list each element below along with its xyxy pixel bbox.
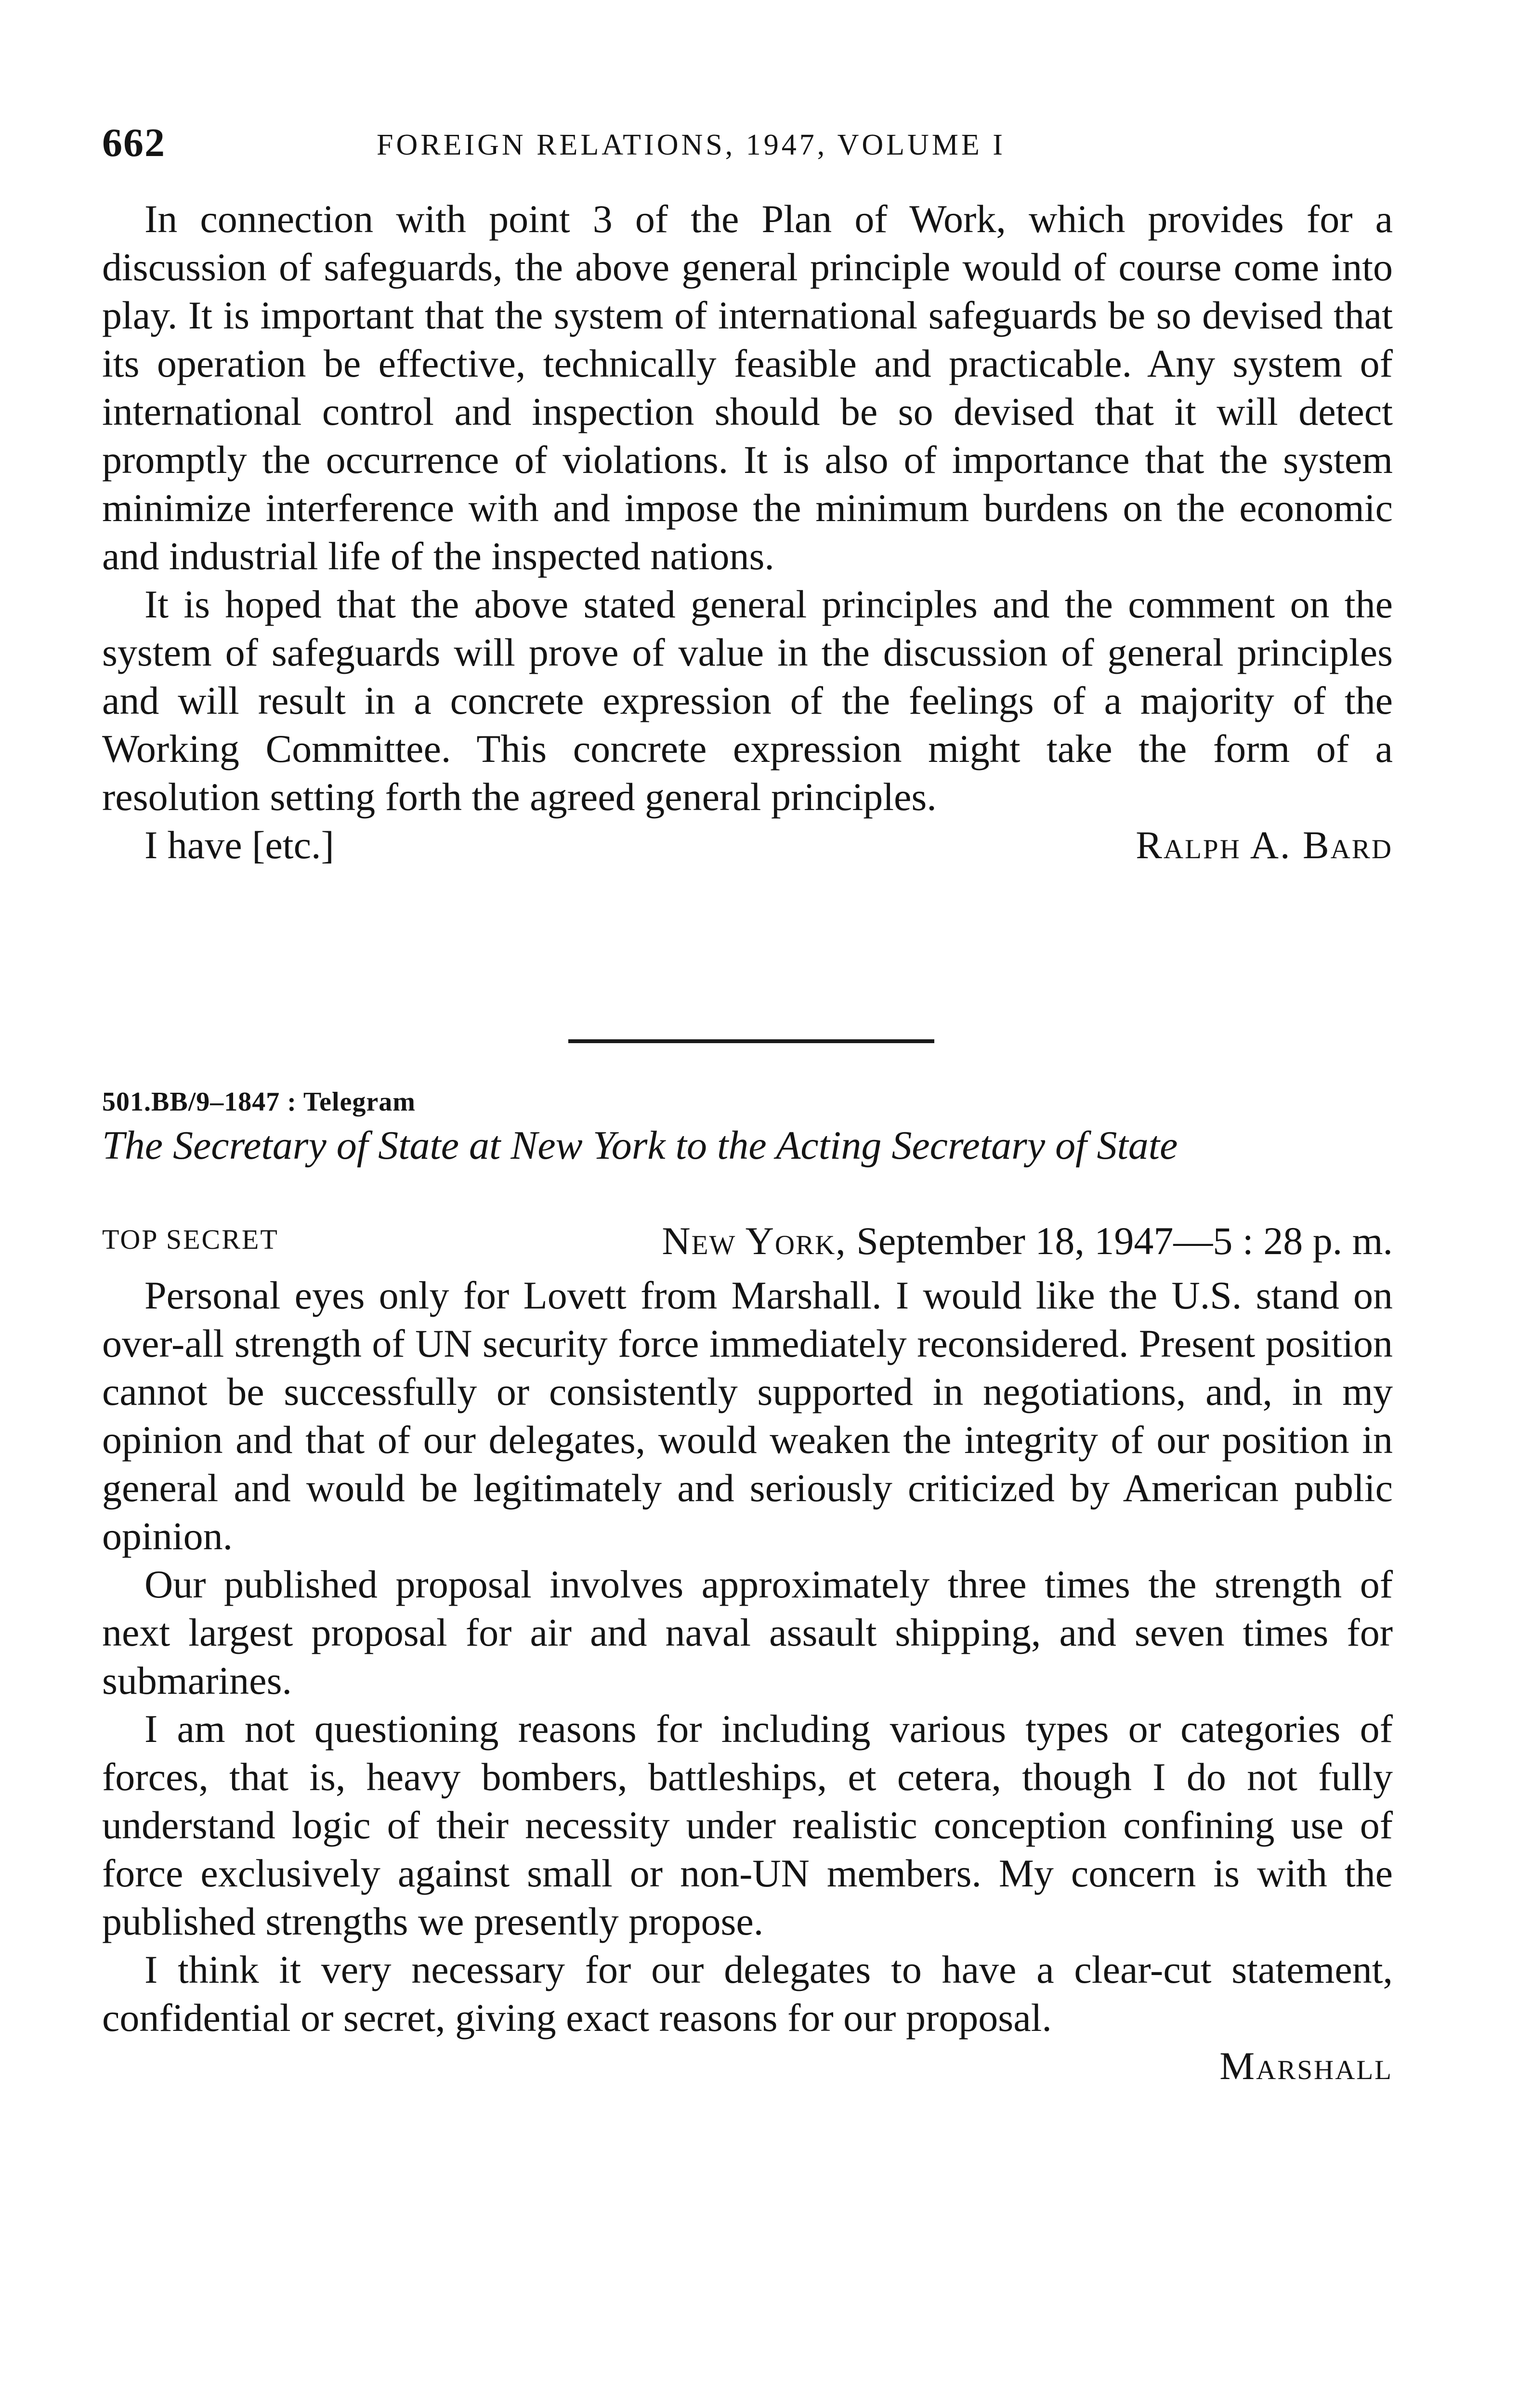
running-head: FOREIGN RELATIONS, 1947, VOLUME I xyxy=(377,129,1006,161)
dateline-place: New York, xyxy=(662,1219,847,1263)
dateline xyxy=(662,1218,1393,1264)
telegram-paragraph: I am not questioning reasons for including various types or categories of forces, that is, heavy bombers, battleships, et cetera, though I do not fully understand logic of their necessity under realistic conception confining use of force exclusively against small or non-UN members. My concern is with the published strengths we presently propose. xyxy=(102,1707,1393,1943)
letter-body xyxy=(102,195,1393,869)
document-title: The Secretary of State at New York to the Acting Secretary of State xyxy=(102,1123,1178,1168)
classification-dateline xyxy=(102,1218,1393,1267)
dateline-date: September 18, 1947—5 : 28 p. m. xyxy=(856,1219,1393,1263)
document-reference: 501.BB/9–1847 : Telegram xyxy=(102,1087,416,1117)
page-number: 662 xyxy=(102,120,166,165)
complimentary-close: I have [etc.] xyxy=(144,823,334,867)
letter-paragraph: It is hoped that the above stated general principles and the comment on the system of safeguards will prove of value in the discussion of general principles and will result in a concrete expression of the feelings of a majority of the Working Committee. This concrete expression might take the form of a resolution setting forth the agreed general principles. xyxy=(102,582,1393,819)
section-divider xyxy=(568,1039,934,1043)
letter-signature: Ralph A. Bard xyxy=(1136,823,1393,867)
page-header xyxy=(102,119,1393,172)
telegram-paragraph: Personal eyes only for Lovett from Marshall. I would like the U.S. stand on over-all strength of UN security force immediately reconsidered. Present position cannot be successfully or consistently supported in negotiations, and, in my opinion and that of our delegates, would weaken the integrity of our position in general and would be legitimately and seriously criticized by American public opinion. xyxy=(102,1273,1393,1558)
classification-label: TOP SECRET xyxy=(102,1224,279,1255)
telegram-signature: Marshall xyxy=(1219,2044,1393,2088)
telegram-paragraph: Our published proposal involves approximately three times the strength of next largest proposal for air and naval assault shipping, and seven times for submarines. xyxy=(102,1562,1393,1702)
telegram-paragraph: I think it very necessary for our delegates to have a clear-cut statement, confidential or secret, giving exact reasons for our proposal. xyxy=(102,1948,1393,2040)
letter-paragraph: In connection with point 3 of the Plan of Work, which provides for a discussion of safeguards, the above general principle would of course come into play. It is important that the system of international safeguards be so devised that its operation be effective, technically feasible and practicable. Any system of international control and inspection should be so devised that it will detect promptly the occurrence of violations. It is also of importance that the system minimize interference with and impose the minimum burdens on the economic and industrial life of the inspected nations. xyxy=(102,197,1393,578)
closing-line xyxy=(102,821,1393,869)
telegram-body xyxy=(102,1271,1393,2090)
